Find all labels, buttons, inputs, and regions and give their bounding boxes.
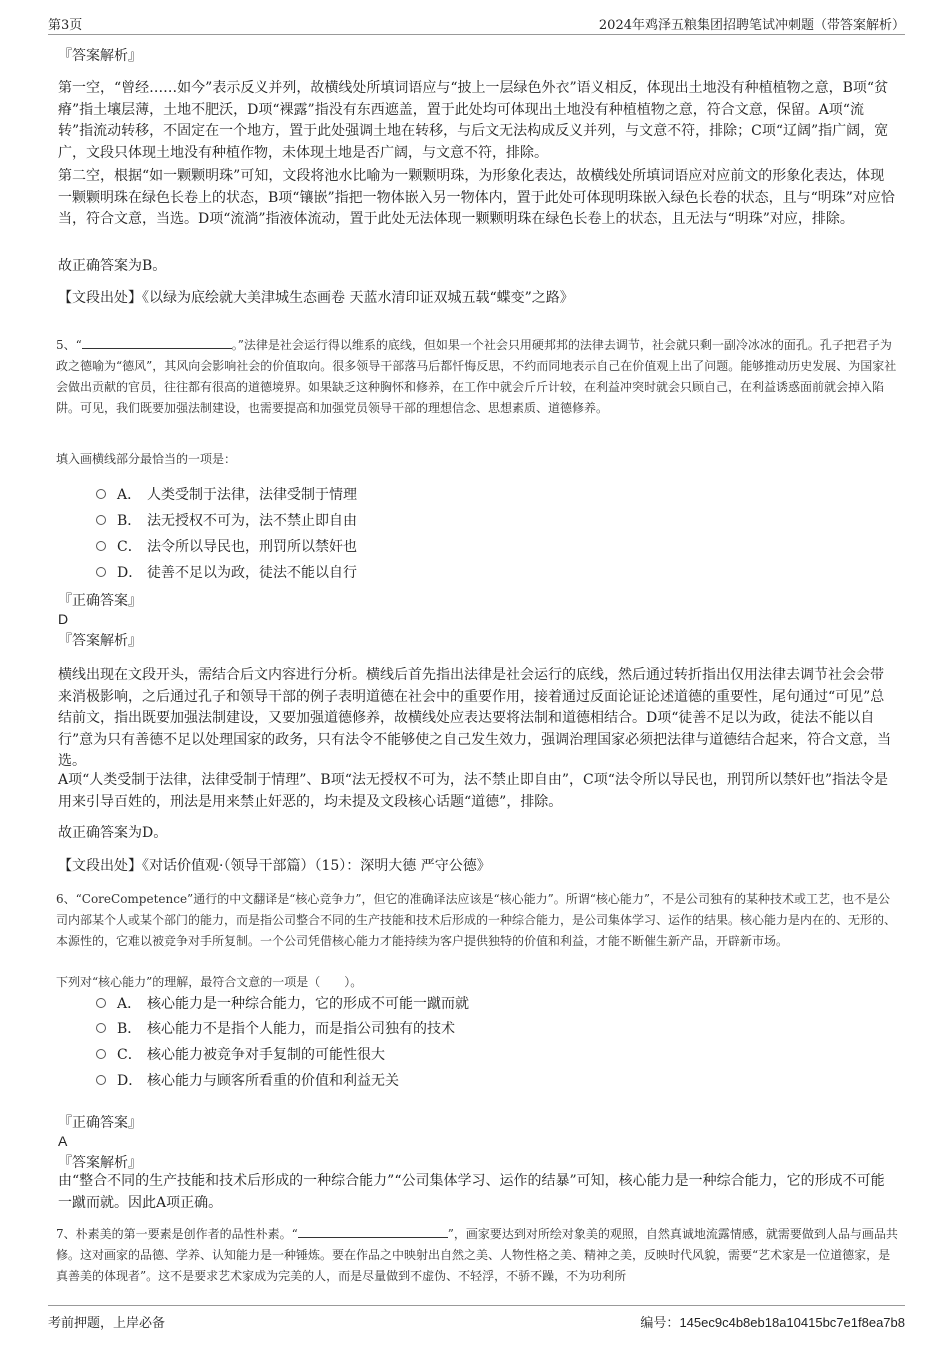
q6-option-a[interactable] (96, 993, 469, 1015)
q6-option-c[interactable] (96, 1044, 385, 1066)
q6-correct-answer: A (58, 1133, 68, 1149)
q5-analysis-label: 『答案解析』 (58, 633, 142, 649)
radio-icon[interactable] (96, 1075, 106, 1085)
q5-prompt: 填入画横线部分最恰当的一项是： (56, 452, 237, 466)
q5-analysis-p2: A项“人类受制于法律，法律受制于情理”、B项“法无授权不可为，法不禁止即自由”，C项“法令所以导民也，刑罚所以禁奸也”指法令是用来引导百姓的，刑法是用来禁止奸恶的，均未提及文段核心话题“道德”，排除。 (58, 772, 889, 810)
q7-number: 7、朴素美的第一要素是创作者的品性朴素。“ (56, 1227, 298, 1241)
option-key: A． (117, 487, 142, 503)
radio-icon[interactable] (96, 1023, 106, 1033)
q4-answer: 故正确答案为B。 (58, 258, 167, 274)
option-key: D． (117, 1073, 143, 1089)
document-code (640, 1312, 905, 1331)
q5-stem (56, 335, 898, 419)
q4-analysis-label: 『答案解析』 (58, 48, 142, 64)
q5-correct-answer: D (58, 611, 69, 627)
q6-stem: 6、“CoreCompetence”通行的中文翻译是“核心竞争力”，但它的准确译法应该是“核心能力”。所谓“核心能力”，不是公司独有的某种技术或工艺，也不是公司内部某个人或某个部门的能力，而是指公司整合不同的生产技能和技术后形成的一种综合能力，是公司集体学习、运作的结果。核心能力是内在的、无形的、本源性的，它难以被竞争对手所复制。一个公司凭借核心能力才能持续为客户提供独特的价值和利益，才能不断催生新产品，开辟新市场。 (56, 892, 897, 948)
q6-correct-label: 『正确答案』 (58, 1115, 142, 1131)
q5-answer: 故正确答案为D。 (58, 825, 168, 841)
q5-stem-text: 。”法律是社会运行得以维系的底线，但如果一个社会只用硬邦邦的法律去调节，社会就只剩一副冷冰冰的面孔。孔子把君子为政之德喻为“德风”，其风向会影响社会的价值取向。很多领导干部落马后都忏悔反思，不约而同地表示自己在价值观上出了问题。能够推动历史发展、为国家社会做出贡献的官员，往往都有很高的道德境界。如果缺乏这种胸怀和修养，在工作中就会斤斤计较，在利益冲突时就会只顾自己，在利益诱惑面前就会掉入陷阱。可见，我们既要加强法制建设，也需要提高和加强党员领导干部的理想信念、思想素质、道德修养。 (56, 338, 897, 415)
footer-slogan: 考前押题，上岸必备 (48, 1316, 166, 1331)
page-number: 第3页 (48, 18, 83, 33)
q5-blank (82, 336, 232, 349)
option-text: 核心能力与顾客所看重的价值和利益无关 (147, 1073, 399, 1089)
q4-source: 【文段出处】《以绿为底绘就大美津城生态画卷 天蓝水清印证双城五载“蝶变”之路》 (58, 290, 574, 306)
option-text: 法令所以导民也，刑罚所以禁奸也 (147, 539, 357, 555)
option-text: 核心能力是一种综合能力，它的形成不可能一蹴而就 (147, 996, 469, 1012)
q5-option-d[interactable] (96, 562, 357, 584)
option-key: A． (117, 996, 142, 1012)
q6-prompt: 下列对“核心能力”的理解，最符合文意的一项是（ ）。 (56, 975, 363, 989)
option-text: 核心能力被竞争对手复制的可能性很大 (147, 1047, 385, 1063)
q4-analysis-p1: 第一空，“曾经……如今”表示反义并列，故横线处所填词语应与“披上一层绿色外衣”语义相反，体现出土地没有种植植物之意，B项“贫瘠”指土壤层薄，土地不肥沃，D项“裸露”指没有东西遮盖，置于此处均可体现出土地没有种植植物之意，符合文意，保留。A项“流转”指流动转移，不固定在一个地方，置于此处强调土地在转移，与后文无法构成反义并列，与文意不符，排除；C项“辽阔”指广阔，宽广，文段只体现土地没有种植作物，未体现土地是否广阔，与文意不符，排除。 (58, 80, 889, 161)
option-key: C． (117, 1047, 142, 1063)
q7-stem-text: ”，画家要达到对所绘对象美的观照，自然真诚地流露情感，就需要做到人品与画品共修。这对画家的品德、学养、认知能力是一种锤炼。要在作品之中映射出自然之美、人物性格之美、精神之美，反映时代风貌，需要“艺术家是一位道德家，是真善美的体现者”。这不是要求艺术家成为完美的人，而是尽量做到不虚伪、不轻浮，不骄不躁，不为功利所 (56, 1227, 898, 1283)
option-text: 法无授权不可为，法不禁止即自由 (147, 513, 357, 529)
q6-analysis-label: 『答案解析』 (58, 1155, 142, 1171)
radio-icon[interactable] (96, 541, 106, 551)
radio-icon[interactable] (96, 489, 106, 499)
q5-option-b[interactable] (96, 510, 357, 532)
option-key: B． (117, 1021, 142, 1037)
document-title: 2024年鸡泽五粮集团招聘笔试冲刺题（带答案解析） (598, 18, 905, 33)
q5-source: 【文段出处】《对话价值观·（领导干部篇）（15）：深明大德 严守公德》 (58, 858, 491, 874)
radio-icon[interactable] (96, 567, 106, 577)
radio-icon[interactable] (96, 1049, 106, 1059)
q5-number: 5、“ (56, 338, 82, 352)
q5-analysis-p1: 横线出现在文段开头，需结合后文内容进行分析。横线后首先指出法律是社会运行的底线，然后通过转折指出仅用法律去调节社会会带来消极影响，之后通过孔子和领导干部的例子表明道德在社会中的重要作用，接着通过反面论证论述道德的重要性，尾句通过“可见”总结前文，指出既要加强法制建设，又要加强道德修养，故横线处应表达要将法制和道德相结合。D项“徒善不足以为政，徒法不能以自行”意为只有善德不足以处理国家的政务，只有法令不能够使之自己发生效力，强调治理国家必须把法律与道德结合起来，符合文意，当选。 (58, 667, 892, 769)
q6-option-b[interactable] (96, 1018, 455, 1040)
radio-icon[interactable] (96, 515, 106, 525)
code-value: 145ec9c4b8eb18a10415bc7e1f8ea7b8 (679, 1315, 905, 1330)
option-text: 核心能力不是指个人能力，而是指公司独有的技术 (147, 1021, 455, 1037)
q5-option-a[interactable] (96, 484, 357, 506)
q7-blank (298, 1225, 448, 1238)
q5-correct-label: 『正确答案』 (58, 593, 142, 609)
code-label: 编号： (640, 1316, 680, 1331)
q6-analysis-p1: 由“整合不同的生产技能和技术后形成的一种综合能力”“公司集体学习、运作的结暴”可知，核心能力是一种综合能力，它的形成不可能一蹴而就。因此A项正确。 (58, 1173, 885, 1211)
q6-option-d[interactable] (96, 1070, 399, 1092)
option-key: B． (117, 513, 142, 529)
q7-stem (56, 1224, 898, 1287)
q5-option-c[interactable] (96, 536, 357, 558)
page-header (48, 12, 905, 35)
option-key: D． (117, 565, 143, 581)
option-text: 徒善不足以为政，徒法不能以自行 (147, 565, 357, 581)
page-footer (48, 1305, 905, 1332)
option-key: C． (117, 539, 142, 555)
q4-analysis-p2: 第二空，根据“如一颗颗明珠”可知，文段将池水比喻为一颗颗明珠，为形象化表达，故横线处所填词语应对应前文的形象化表达，体现一颗颗明珠在绿色长卷上的状态，B项“镶嵌”指把一物体嵌入另一物体内，置于此处可体现明珠嵌入绿色长卷的状态，且与“明珠”对应恰当，符合文意，当选。D项“流淌”指液体流动，置于此处无法体现一颗颗明珠在绿色长卷上的状态，且无法与“明珠”对应，排除。 (58, 168, 895, 227)
radio-icon[interactable] (96, 998, 106, 1008)
option-text: 人类受制于法律，法律受制于情理 (147, 487, 357, 503)
